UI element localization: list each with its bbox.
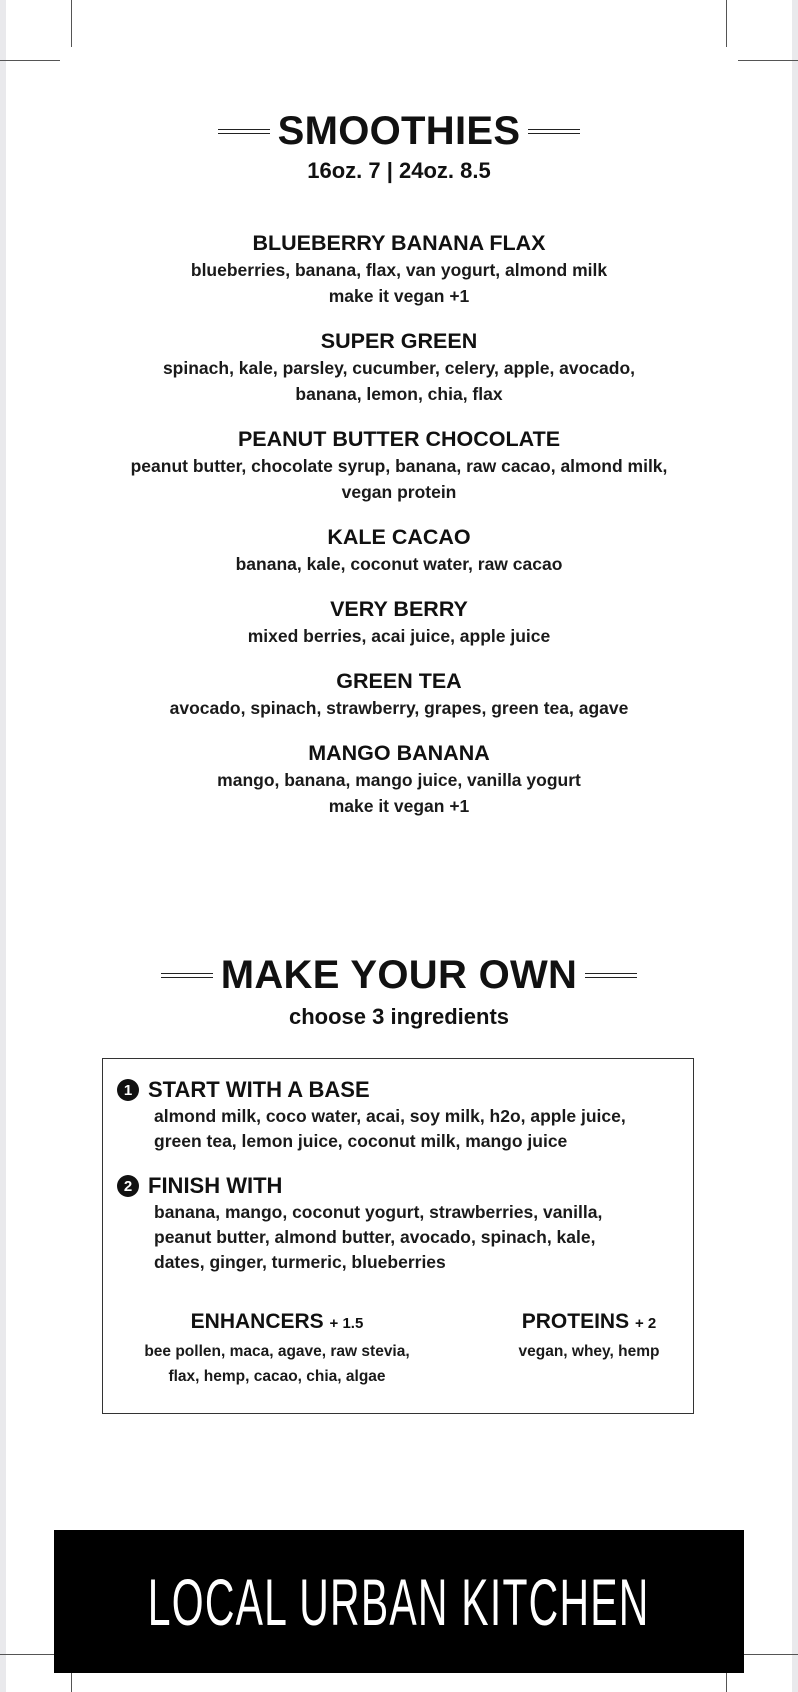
step-line: banana, mango, coconut yogurt, strawberries, vanilla, [154, 1202, 603, 1222]
crop-mark [71, 0, 72, 47]
menu-item [60, 524, 738, 577]
smoothies-header [0, 107, 798, 155]
item-name: VERY BERRY [330, 597, 468, 621]
menu-item [60, 230, 738, 309]
item-name: GREEN TEA [336, 669, 462, 693]
double-rule [161, 973, 213, 978]
enhancers-price: + 1.5 [329, 1315, 364, 1332]
crop-mark [738, 1654, 798, 1655]
menu-item [60, 668, 738, 721]
item-desc: avocado, spinach, strawberry, grapes, green tea, agave [169, 698, 629, 718]
item-name: MANGO BANANA [308, 741, 490, 765]
step-finish [117, 1172, 602, 1275]
menu-item [60, 328, 738, 407]
item-note: make it vegan +1 [328, 796, 470, 816]
proteins-line: vegan, whey, hemp [518, 1343, 660, 1360]
brand-banner [54, 1530, 744, 1673]
smoothies-title: SMOOTHIES [277, 108, 521, 153]
item-desc: mango, banana, mango juice, vanilla yogurt [217, 770, 581, 790]
step-line: almond milk, coco water, acai, soy milk, h2o, apple juice, [154, 1106, 626, 1126]
item-name: PEANUT BUTTER CHOCOLATE [237, 427, 561, 451]
item-desc: spinach, kale, parsley, cucumber, celery, apple, avocado, [162, 358, 636, 378]
item-desc: banana, kale, coconut water, raw cacao [235, 554, 563, 574]
proteins-price: + 2 [634, 1315, 657, 1332]
make-your-own-header [0, 950, 798, 1000]
item-name: SUPER GREEN [320, 329, 478, 353]
step-base [117, 1076, 626, 1154]
make-your-own-title: MAKE YOUR OWN [220, 952, 578, 997]
item-name: KALE CACAO [327, 525, 471, 549]
double-rule [585, 973, 637, 978]
enhancers-title: ENHANCERS [190, 1310, 324, 1333]
enhancers-block [125, 1307, 429, 1389]
item-desc: vegan protein [341, 482, 457, 502]
item-note: make it vegan +1 [328, 286, 470, 306]
item-desc: mixed berries, acai juice, apple juice [247, 626, 551, 646]
proteins-block [499, 1307, 679, 1364]
step-number-badge: 1 [117, 1079, 139, 1101]
menu-item [60, 740, 738, 819]
build-your-own-box [102, 1058, 694, 1414]
item-desc: blueberries, banana, flax, van yogurt, almond milk [190, 260, 608, 280]
item-name: BLUEBERRY BANANA FLAX [252, 231, 546, 255]
proteins-title: PROTEINS [521, 1310, 630, 1333]
crop-mark [726, 0, 727, 47]
step-line: peanut butter, almond butter, avocado, spinach, kale, [154, 1227, 596, 1247]
smoothie-sizes: 16oz. 7 | 24oz. 8.5 [307, 158, 491, 183]
step-number-badge: 2 [117, 1175, 139, 1197]
step-line: dates, ginger, turmeric, blueberries [154, 1252, 446, 1272]
double-rule [218, 129, 270, 134]
brand-name: LOCAL URBAN KITCHEN [148, 1564, 650, 1639]
item-desc: peanut butter, chocolate syrup, banana, raw cacao, almond milk, [130, 456, 668, 476]
enhancers-line: flax, hemp, cacao, chia, algae [168, 1368, 386, 1385]
crop-mark [0, 1654, 60, 1655]
smoothie-list [60, 230, 738, 838]
step-line: green tea, lemon juice, coconut milk, mango juice [154, 1131, 568, 1151]
menu-item [60, 596, 738, 649]
step-title: START WITH A BASE [148, 1077, 370, 1102]
crop-mark [738, 60, 798, 61]
make-your-own-subtitle: choose 3 ingredients [288, 1004, 510, 1029]
crop-mark [0, 60, 60, 61]
menu-item [60, 426, 738, 505]
item-desc: banana, lemon, chia, flax [295, 384, 503, 404]
step-title: FINISH WITH [148, 1173, 283, 1198]
enhancers-line: bee pollen, maca, agave, raw stevia, [144, 1343, 410, 1360]
double-rule [528, 129, 580, 134]
